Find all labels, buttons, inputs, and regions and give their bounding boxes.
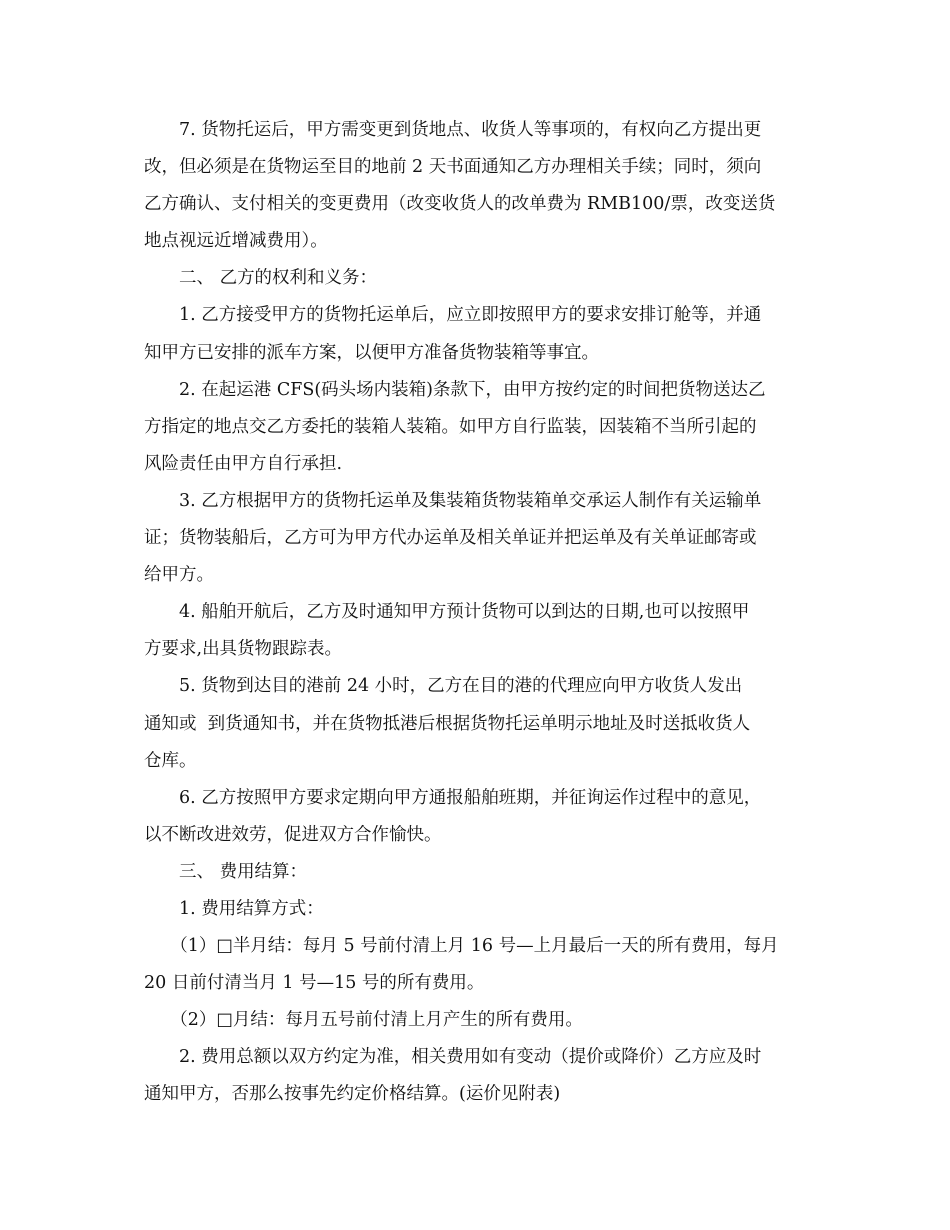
fee-1-paragraph [144,891,810,928]
obligation-2-paragraph [144,372,810,483]
fee-2-line-1: 2. 费用总额以双方约定为准，相关费用如有变动（提价或降价）乙方应及时 [179,1047,762,1068]
clause-7-line-4: 地点视远近增减费用）。 [144,231,328,252]
fee-option-monthly-line-1: （2）□月结：每月五号前付清上月产生的所有费用。 [170,1010,583,1031]
obligation-2-line-2: 方指定的地点交乙方委托的装箱人装箱。如甲方自行监装，因装箱不当所引起的 [144,416,757,437]
clause-7-line-3: 乙方确认、支付相关的变更费用（改变收货人的改单费为 RMB100/票，改变送货 [144,194,776,215]
obligation-1-paragraph [144,297,810,371]
obligation-5-line-2: 通知或 到货通知书，并在货物抵港后根据货物托运单明示地址及时送抵收货人 [144,713,751,734]
obligation-6-line-2: 以不断改进效劳，促进双方合作愉快。 [144,824,442,845]
obligation-4-line-2: 方要求,出具货物跟踪表。 [144,639,343,660]
fee-option-half-month [144,928,810,1002]
fee-option-half-month-line-2: 20 日前付清当月 1 号—15 号的所有费用。 [144,973,485,994]
obligation-2-line-3: 风险责任由甲方自行承担. [144,453,343,474]
obligation-5-line-3: 仓库。 [144,750,197,771]
section-2-heading-text: 二、 乙方的权利和义务： [179,268,378,289]
clause-7-paragraph [144,112,810,260]
obligation-3-line-1: 3. 乙方根据甲方的货物托运单及集装箱货物装箱单交承运人制作有关运输单 [179,490,762,511]
document-page [144,112,810,1114]
clause-7-line-2: 改，但必须是在货物运至目的地前 2 天书面通知乙方办理相关手续；同时，须向 [144,157,762,178]
clause-7-line-1: 7. 货物托运后，甲方需变更到货地点、收货人等事项的，有权向乙方提出更 [179,120,762,140]
obligation-1-line-2: 知甲方已安排的派车方案，以便甲方准备货物装箱等事宜。 [144,342,599,363]
obligation-4-paragraph [144,594,810,668]
obligation-5-paragraph [144,668,810,779]
fee-1-line-1: 1. 费用结算方式： [179,898,324,919]
section-3-heading [144,854,810,891]
obligation-3-line-3: 给甲方。 [144,565,214,586]
obligation-5-line-1: 5. 货物到达目的港前 24 小时，乙方在目的港的代理应向甲方收货人发出 [179,676,743,697]
obligation-4-line-1: 4. 船舶开航后，乙方及时通知甲方预计货物可以到达的日期,也可以按照甲 [179,602,750,623]
fee-2-line-2: 通知甲方，否那么按事先约定价格结算。(运价见附表) [144,1084,561,1105]
obligation-3-paragraph [144,483,810,594]
fee-option-monthly [144,1002,810,1039]
obligation-6-paragraph [144,780,810,854]
section-2-heading [144,260,810,297]
section-3-heading-text: 三、 费用结算： [179,861,308,882]
obligation-6-line-1: 6. 乙方按照甲方要求定期向甲方通报船舶班期，并征询运作过程中的意见， [179,787,762,808]
obligation-3-line-2: 证；货物装船后，乙方可为甲方代办运单及相关单证并把运单及有关单证邮寄或 [144,528,757,549]
obligation-1-line-1: 1. 乙方接受甲方的货物托运单后，应立即按照甲方的要求安排订舱等，并通 [179,305,762,326]
obligation-2-line-1: 2. 在起运港 CFS(码头场内装箱)条款下，由甲方按约定的时间把货物送达乙 [179,379,766,400]
fee-option-half-month-line-1: （1）□半月结：每月 5 号前付清上月 16 号—上月最后一天的所有费用，每月 [170,936,779,957]
fee-2-paragraph [144,1039,810,1113]
